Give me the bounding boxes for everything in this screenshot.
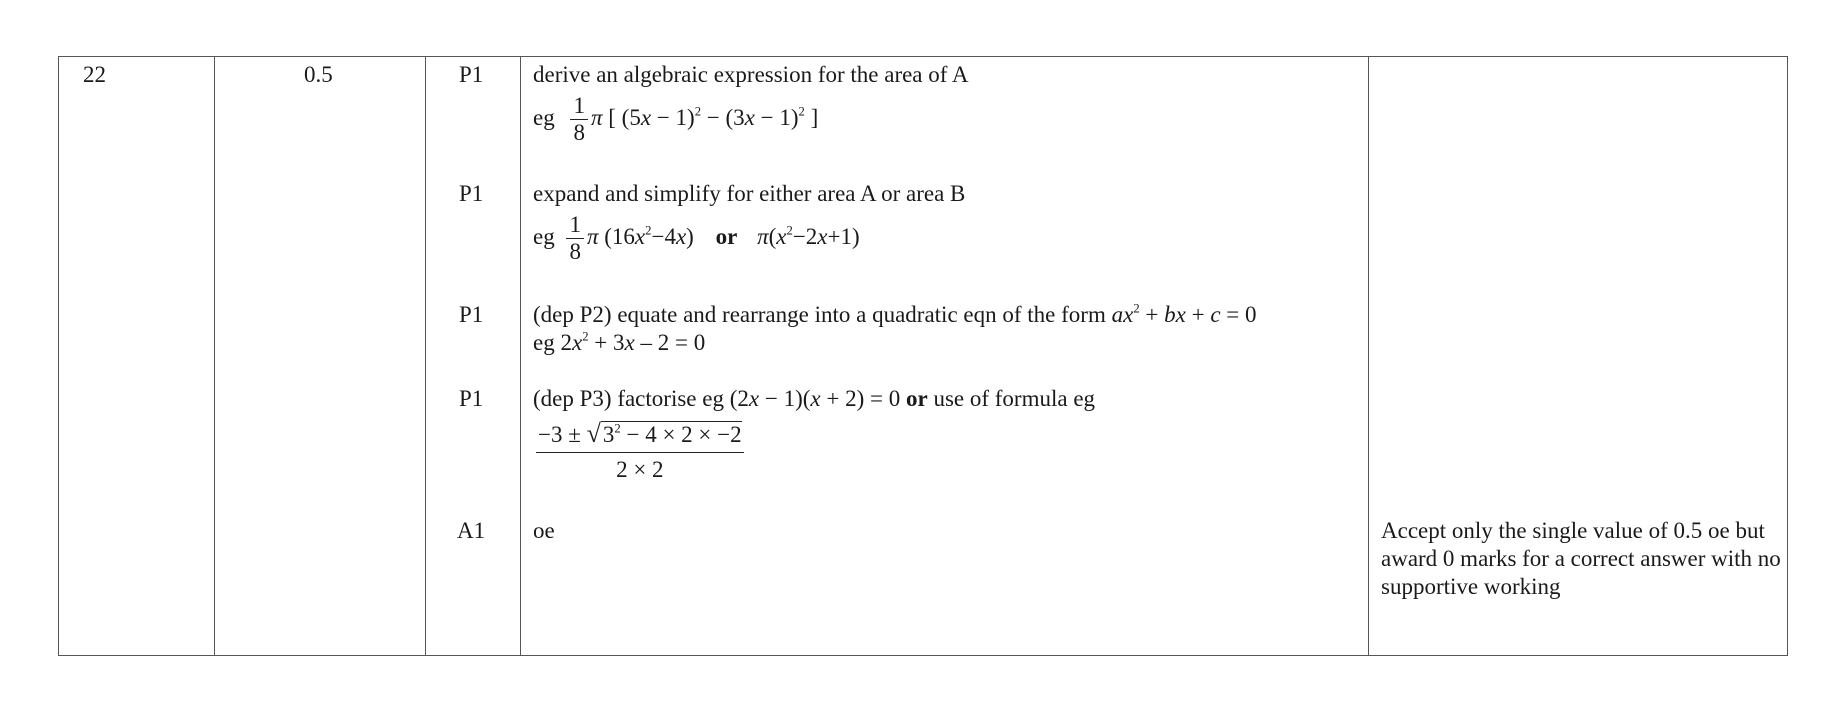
fraction: $\frac{1}{8}$ xyxy=(570,93,588,146)
mark-code: P1 xyxy=(459,302,484,327)
question-number: 22 xyxy=(83,62,106,87)
quadratic-formula-fraction xyxy=(536,419,744,483)
column-divider xyxy=(214,57,215,655)
eg-label: eg xyxy=(533,105,555,130)
mark-code: P1 xyxy=(459,62,484,87)
mark-code: P1 xyxy=(459,386,484,411)
column-divider xyxy=(520,57,521,655)
working-example: eg $\frac{1}{8}$ π [ $(5x - 1)^2 - (3x - 1)^2$ ] xyxy=(533,93,819,146)
fraction-denominator: 2 × 2 xyxy=(616,457,664,482)
mark-code: A1 xyxy=(457,518,486,543)
fraction-numerator: $-3 \pm √3^2 - 4 \times 2 \times -2$ xyxy=(536,419,744,453)
working-example: eg $2x^2 + 3x - 2 = 0$ xyxy=(533,329,706,355)
eg-label: eg xyxy=(533,224,555,249)
working-example: eg $\frac{1}{8}$ π $(16x^2-4x)$ or $\pi(x^2-2x+1)$ xyxy=(533,212,860,265)
working-text: (dep P3) factorise eg (2x − 1)(x + 2) = 0 or use of formula eg xyxy=(533,386,1096,411)
column-divider xyxy=(425,57,426,655)
working-text: expand and simplify for either area A or area B xyxy=(533,181,966,206)
mark-scheme-table xyxy=(58,56,1788,656)
working-text: derive an algebraic expression for the area of A xyxy=(533,62,969,87)
working-text: (dep P2) equate and rearrange into a quadratic eqn of the form $ax^2$ + bx + c = 0 xyxy=(533,301,1257,327)
column-divider xyxy=(1368,57,1369,655)
answer-value: 0.5 xyxy=(304,62,333,87)
additional-guidance: Accept only the single value of 0.5 oe but award 0 marks for a correct answer with no supportive working xyxy=(1381,518,1781,599)
mark-code: P1 xyxy=(459,181,484,206)
working-text: oe xyxy=(533,518,555,543)
fraction: $\frac{1}{8}$ xyxy=(566,212,584,265)
